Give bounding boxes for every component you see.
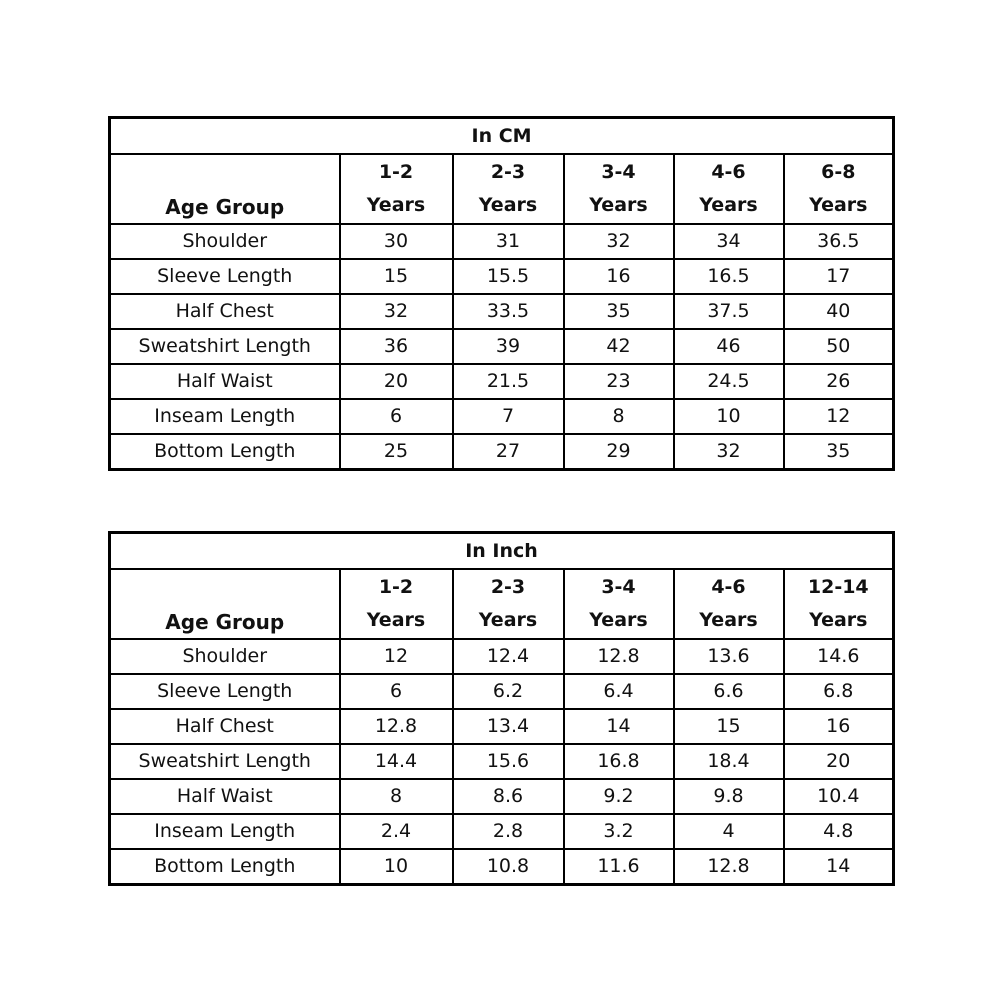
- age-range: 4-6: [711, 161, 746, 183]
- cell-value: 40: [784, 294, 894, 329]
- cell-value: 16.8: [564, 744, 674, 779]
- cell-value: 37.5: [674, 294, 784, 329]
- row-label: Sleeve Length: [110, 674, 340, 709]
- row-label: Half Chest: [110, 294, 340, 329]
- cell-value: 7: [453, 399, 564, 434]
- table-row: [110, 674, 894, 709]
- table-header-row: [110, 569, 894, 639]
- cell-value: 12.8: [340, 709, 453, 744]
- column-header: [784, 569, 894, 639]
- size-table-cm: [108, 116, 895, 471]
- cell-value: 13.4: [453, 709, 564, 744]
- cell-value: 11.6: [564, 849, 674, 885]
- age-range: 1-2: [378, 576, 414, 598]
- row-label: Inseam Length: [110, 814, 340, 849]
- age-range: 2-3: [490, 576, 526, 598]
- table-row: [110, 639, 894, 674]
- cell-value: 14: [564, 709, 674, 744]
- table-row: [110, 849, 894, 885]
- cell-value: 16: [564, 259, 674, 294]
- cell-value: 15.5: [453, 259, 564, 294]
- table-row: [110, 744, 894, 779]
- column-header: [784, 154, 894, 224]
- row-label: Half Waist: [110, 779, 340, 814]
- age-unit: Years: [478, 609, 538, 631]
- cell-value: 26: [784, 364, 894, 399]
- cell-value: 15: [340, 259, 453, 294]
- cell-value: 6.8: [784, 674, 894, 709]
- cell-value: 2.8: [453, 814, 564, 849]
- cell-value: 15.6: [453, 744, 564, 779]
- age-unit: Years: [699, 609, 758, 631]
- age-unit: Years: [589, 609, 648, 631]
- cell-value: 30: [340, 224, 453, 259]
- cell-value: 36.5: [784, 224, 894, 259]
- table-title-row: [110, 533, 894, 570]
- table-row: [110, 259, 894, 294]
- cell-value: 14.4: [340, 744, 453, 779]
- column-header: [564, 154, 674, 224]
- cell-value: 42: [564, 329, 674, 364]
- cell-value: 16: [784, 709, 894, 744]
- table-row: [110, 434, 894, 470]
- age-range: 4-6: [711, 576, 746, 598]
- row-label: Shoulder: [110, 224, 340, 259]
- age-range: 2-3: [490, 161, 526, 183]
- age-range: 1-2: [378, 161, 414, 183]
- cell-value: 6.6: [674, 674, 784, 709]
- cell-value: 29: [564, 434, 674, 470]
- cell-value: 46: [674, 329, 784, 364]
- table-row: [110, 779, 894, 814]
- cell-value: 13.6: [674, 639, 784, 674]
- table-title: In Inch: [110, 533, 894, 570]
- cell-value: 24.5: [674, 364, 784, 399]
- row-label: Sleeve Length: [110, 259, 340, 294]
- cell-value: 25: [340, 434, 453, 470]
- cell-value: 4.8: [784, 814, 894, 849]
- cell-value: 12.4: [453, 639, 564, 674]
- cell-value: 6: [340, 674, 453, 709]
- cell-value: 6.4: [564, 674, 674, 709]
- cell-value: 50: [784, 329, 894, 364]
- cell-value: 6.2: [453, 674, 564, 709]
- table-row: [110, 224, 894, 259]
- age-range: 6-8: [821, 161, 856, 183]
- table-title-row: [110, 118, 894, 155]
- cell-value: 4: [674, 814, 784, 849]
- cell-value: 10: [340, 849, 453, 885]
- cell-value: 9.2: [564, 779, 674, 814]
- cell-value: 34: [674, 224, 784, 259]
- cell-value: 17: [784, 259, 894, 294]
- cell-value: 12: [340, 639, 453, 674]
- column-header: [674, 154, 784, 224]
- age-unit: Years: [589, 194, 648, 216]
- age-unit: Years: [478, 194, 538, 216]
- row-label: Shoulder: [110, 639, 340, 674]
- row-label: Inseam Length: [110, 399, 340, 434]
- cell-value: 8: [340, 779, 453, 814]
- cell-value: 12.8: [564, 639, 674, 674]
- cell-value: 32: [564, 224, 674, 259]
- table-row: [110, 364, 894, 399]
- size-table-inch: [108, 531, 895, 886]
- row-label: Sweatshirt Length: [110, 329, 340, 364]
- cell-value: 14: [784, 849, 894, 885]
- cell-value: 12.8: [674, 849, 784, 885]
- age-unit: Years: [366, 609, 426, 631]
- table-row: [110, 709, 894, 744]
- cell-value: 35: [784, 434, 894, 470]
- table-row: [110, 329, 894, 364]
- table-header-row: [110, 154, 894, 224]
- age-unit: Years: [809, 609, 868, 631]
- cell-value: 33.5: [453, 294, 564, 329]
- cell-value: 20: [340, 364, 453, 399]
- cell-value: 14.6: [784, 639, 894, 674]
- cell-value: 3.2: [564, 814, 674, 849]
- age-unit: Years: [699, 194, 758, 216]
- table-title: In CM: [110, 118, 894, 155]
- cell-value: 10.8: [453, 849, 564, 885]
- column-header: [340, 154, 453, 224]
- cell-value: 10.4: [784, 779, 894, 814]
- column-header: [453, 154, 564, 224]
- row-label: Half Chest: [110, 709, 340, 744]
- cell-value: 10: [674, 399, 784, 434]
- age-range: 3-4: [601, 161, 636, 183]
- table-row: [110, 294, 894, 329]
- table-row: [110, 399, 894, 434]
- cell-value: 23: [564, 364, 674, 399]
- cell-value: 39: [453, 329, 564, 364]
- cell-value: 16.5: [674, 259, 784, 294]
- cell-value: 32: [340, 294, 453, 329]
- row-label: Bottom Length: [110, 849, 340, 885]
- cell-value: 35: [564, 294, 674, 329]
- cell-value: 27: [453, 434, 564, 470]
- column-header: [453, 569, 564, 639]
- table-row: [110, 814, 894, 849]
- column-header: [340, 569, 453, 639]
- column-header: [564, 569, 674, 639]
- cell-value: 2.4: [340, 814, 453, 849]
- cell-value: 15: [674, 709, 784, 744]
- cell-value: 6: [340, 399, 453, 434]
- row-label: Half Waist: [110, 364, 340, 399]
- cell-value: 20: [784, 744, 894, 779]
- cell-value: 36: [340, 329, 453, 364]
- age-range: 12-14: [807, 576, 869, 598]
- cell-value: 9.8: [674, 779, 784, 814]
- row-label: Bottom Length: [110, 434, 340, 470]
- cell-value: 21.5: [453, 364, 564, 399]
- age-unit: Years: [809, 194, 868, 216]
- cell-value: 8.6: [453, 779, 564, 814]
- column-header: [674, 569, 784, 639]
- row-label: Sweatshirt Length: [110, 744, 340, 779]
- cell-value: 32: [674, 434, 784, 470]
- age-unit: Years: [366, 194, 426, 216]
- cell-value: 31: [453, 224, 564, 259]
- age-range: 3-4: [601, 576, 636, 598]
- age-group-label: Age Group: [110, 154, 340, 224]
- cell-value: 12: [784, 399, 894, 434]
- cell-value: 18.4: [674, 744, 784, 779]
- cell-value: 8: [564, 399, 674, 434]
- age-group-label: Age Group: [110, 569, 340, 639]
